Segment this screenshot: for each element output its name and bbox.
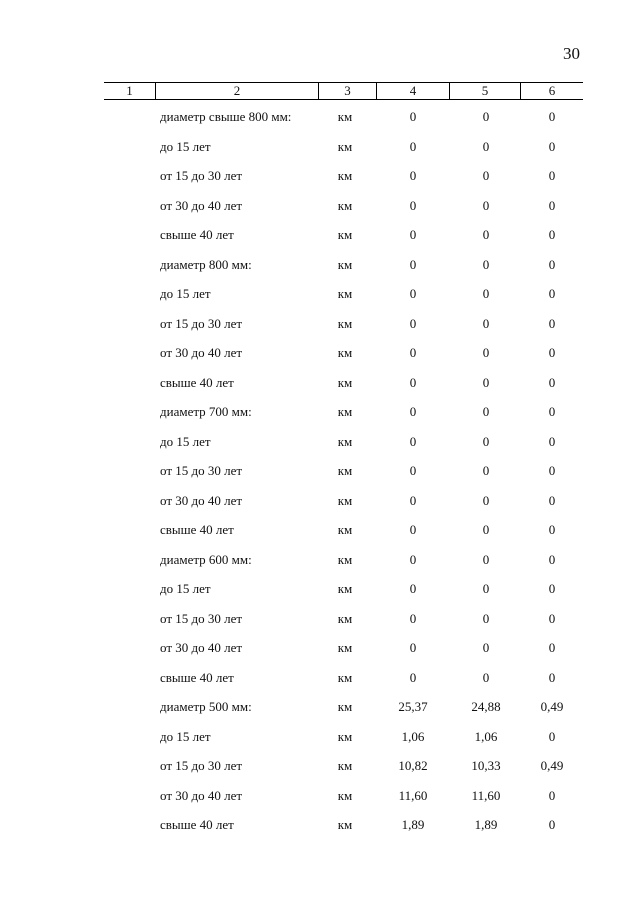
table-row — [0, 399, 637, 429]
row-value-col-4: 0 — [409, 404, 417, 419]
row-unit: км — [337, 345, 353, 360]
row-value-col-5: 0 — [482, 404, 490, 419]
row-value-col-5: 0 — [482, 109, 490, 124]
row-value-col-6: 0 — [548, 728, 556, 744]
row-unit: км — [337, 256, 353, 272]
row-unit: км — [337, 227, 353, 242]
row-unit: км — [337, 433, 353, 449]
table-row — [0, 488, 637, 518]
row-unit: км — [337, 138, 353, 154]
row-value-col-4: 0 — [409, 640, 417, 655]
table-row — [0, 547, 637, 577]
row-value-col-4: 0 — [409, 109, 417, 124]
row-value-col-5: 0 — [482, 168, 490, 183]
table-row — [0, 694, 637, 724]
row-value-col-6: 0,49 — [540, 758, 564, 773]
row-unit: км — [337, 669, 353, 685]
table-row — [0, 311, 637, 341]
table-row — [0, 252, 637, 282]
row-value-col-5: 0 — [482, 197, 490, 213]
row-value-col-4: 0 — [409, 138, 417, 154]
row-value-col-5: 0 — [482, 522, 490, 537]
row-unit: км — [337, 315, 353, 331]
row-name: до 15 лет — [160, 138, 211, 154]
table-row — [0, 517, 637, 547]
row-name: от 30 до 40 лет — [160, 787, 243, 803]
row-value-col-6: 0 — [548, 610, 556, 626]
row-name: до 15 лет — [160, 433, 211, 449]
table-row — [0, 458, 637, 488]
row-value-col-4: 0 — [409, 227, 417, 242]
row-name: от 15 до 30 лет — [160, 758, 243, 773]
row-name: от 30 до 40 лет — [160, 640, 243, 655]
table-row — [0, 340, 637, 370]
row-value-col-6: 0 — [548, 168, 556, 183]
row-value-col-6: 0 — [548, 551, 556, 567]
row-value-col-4: 0 — [409, 345, 417, 360]
row-unit: км — [337, 109, 353, 124]
row-value-col-6: 0 — [548, 817, 556, 832]
row-value-col-5: 0 — [482, 610, 490, 626]
row-value-col-6: 0,49 — [540, 699, 564, 714]
row-name: диаметр 500 мм: — [160, 699, 252, 714]
row-value-col-5: 1,06 — [474, 728, 498, 744]
row-name: диаметр 700 мм: — [160, 404, 252, 419]
row-name: диаметр свыше 800 мм: — [160, 109, 292, 124]
row-value-col-6: 0 — [548, 315, 556, 331]
row-value-col-4: 25,37 — [398, 699, 428, 714]
row-value-col-5: 0 — [482, 227, 490, 242]
row-value-col-4: 0 — [409, 522, 417, 537]
row-name: от 15 до 30 лет — [160, 463, 243, 478]
row-value-col-4: 0 — [409, 610, 417, 626]
row-unit: км — [337, 197, 353, 213]
row-name: до 15 лет — [160, 286, 211, 301]
row-name: от 30 до 40 лет — [160, 492, 243, 508]
row-value-col-5: 0 — [482, 374, 490, 390]
row-value-col-4: 10,82 — [398, 758, 428, 773]
row-value-col-4: 0 — [409, 286, 417, 301]
row-value-col-6: 0 — [548, 669, 556, 685]
table-row — [0, 193, 637, 223]
table-row — [0, 606, 637, 636]
table-row — [0, 635, 637, 665]
row-value-col-5: 11,60 — [471, 787, 501, 803]
row-unit: км — [337, 168, 353, 183]
row-value-col-4: 1,06 — [401, 728, 425, 744]
row-value-col-4: 11,60 — [398, 787, 428, 803]
table-header — [104, 82, 583, 100]
row-value-col-4: 0 — [409, 492, 417, 508]
row-unit: км — [337, 286, 353, 301]
row-unit: км — [337, 551, 353, 567]
row-value-col-5: 0 — [482, 463, 490, 478]
row-name: свыше 40 лет — [160, 522, 234, 537]
row-value-col-4: 0 — [409, 168, 417, 183]
row-value-col-6: 0 — [548, 581, 556, 596]
header-col-5: 5 — [450, 83, 521, 99]
row-value-col-4: 0 — [409, 581, 417, 596]
row-name: диаметр 800 мм: — [160, 256, 252, 272]
row-value-col-6: 0 — [548, 345, 556, 360]
table-row — [0, 104, 637, 134]
row-value-col-5: 0 — [482, 256, 490, 272]
row-value-col-5: 0 — [482, 669, 490, 685]
row-value-col-5: 0 — [482, 492, 490, 508]
row-value-col-5: 0 — [482, 433, 490, 449]
table-row — [0, 281, 637, 311]
table-row — [0, 370, 637, 400]
row-unit: км — [337, 404, 353, 419]
row-value-col-6: 0 — [548, 227, 556, 242]
row-name: до 15 лет — [160, 581, 211, 596]
row-value-col-6: 0 — [548, 522, 556, 537]
row-value-col-5: 0 — [482, 345, 490, 360]
row-value-col-5: 0 — [482, 138, 490, 154]
row-unit: км — [337, 610, 353, 626]
row-value-col-4: 0 — [409, 256, 417, 272]
table-row — [0, 576, 637, 606]
table-row — [0, 753, 637, 783]
row-value-col-4: 0 — [409, 197, 417, 213]
row-value-col-5: 0 — [482, 286, 490, 301]
row-value-col-4: 0 — [409, 374, 417, 390]
row-value-col-6: 0 — [548, 433, 556, 449]
row-value-col-6: 0 — [548, 463, 556, 478]
row-name: от 30 до 40 лет — [160, 345, 243, 360]
table-row — [0, 163, 637, 193]
row-name: свыше 40 лет — [160, 669, 234, 685]
row-name: от 15 до 30 лет — [160, 610, 243, 626]
row-unit: км — [337, 787, 353, 803]
row-value-col-6: 0 — [548, 197, 556, 213]
row-unit: км — [337, 374, 353, 390]
table-row — [0, 724, 637, 754]
row-value-col-4: 0 — [409, 669, 417, 685]
header-col-3: 3 — [319, 83, 377, 99]
row-unit: км — [337, 492, 353, 508]
row-value-col-4: 0 — [409, 463, 417, 478]
table-row — [0, 222, 637, 252]
row-unit: км — [337, 581, 353, 596]
row-value-col-6: 0 — [548, 374, 556, 390]
row-value-col-5: 0 — [482, 581, 490, 596]
row-name: от 15 до 30 лет — [160, 315, 243, 331]
row-value-col-4: 1,89 — [401, 817, 425, 832]
row-value-col-6: 0 — [548, 404, 556, 419]
row-value-col-6: 0 — [548, 640, 556, 655]
row-name: свыше 40 лет — [160, 374, 234, 390]
row-value-col-6: 0 — [548, 138, 556, 154]
page-number: 30 — [563, 44, 580, 63]
header-col-6: 6 — [548, 83, 556, 98]
table-row — [0, 783, 637, 813]
row-name: до 15 лет — [160, 728, 211, 744]
row-value-col-6: 0 — [548, 109, 556, 124]
row-value-col-6: 0 — [548, 787, 556, 803]
row-unit: км — [337, 463, 353, 478]
row-value-col-4: 0 — [409, 433, 417, 449]
row-value-col-5: 0 — [482, 315, 490, 331]
row-unit: км — [337, 817, 353, 832]
header-col-1: 1 — [104, 83, 156, 99]
row-unit: км — [337, 758, 353, 773]
row-value-col-4: 0 — [409, 315, 417, 331]
row-value-col-5: 10,33 — [471, 758, 501, 773]
row-unit: км — [337, 522, 353, 537]
row-value-col-5: 0 — [482, 640, 490, 655]
table-row — [0, 812, 637, 842]
row-unit: км — [337, 640, 353, 655]
row-value-col-4: 0 — [409, 551, 417, 567]
row-value-col-5: 24,88 — [471, 699, 501, 714]
row-value-col-6: 0 — [548, 492, 556, 508]
row-unit: км — [337, 699, 353, 714]
row-value-col-5: 0 — [482, 551, 490, 567]
table-row — [0, 429, 637, 459]
row-name: свыше 40 лет — [160, 227, 234, 242]
row-name: от 15 до 30 лет — [160, 168, 243, 183]
row-name: диаметр 600 мм: — [160, 551, 252, 567]
row-value-col-6: 0 — [548, 256, 556, 272]
table-row — [0, 134, 637, 164]
table-body — [0, 104, 637, 842]
table-row — [0, 665, 637, 695]
row-value-col-5: 1,89 — [474, 817, 498, 832]
header-col-2: 2 — [156, 83, 319, 99]
row-unit: км — [337, 728, 353, 744]
row-name: от 30 до 40 лет — [160, 197, 243, 213]
header-col-4: 4 — [377, 83, 450, 99]
row-value-col-6: 0 — [548, 286, 556, 301]
row-name: свыше 40 лет — [160, 817, 234, 832]
